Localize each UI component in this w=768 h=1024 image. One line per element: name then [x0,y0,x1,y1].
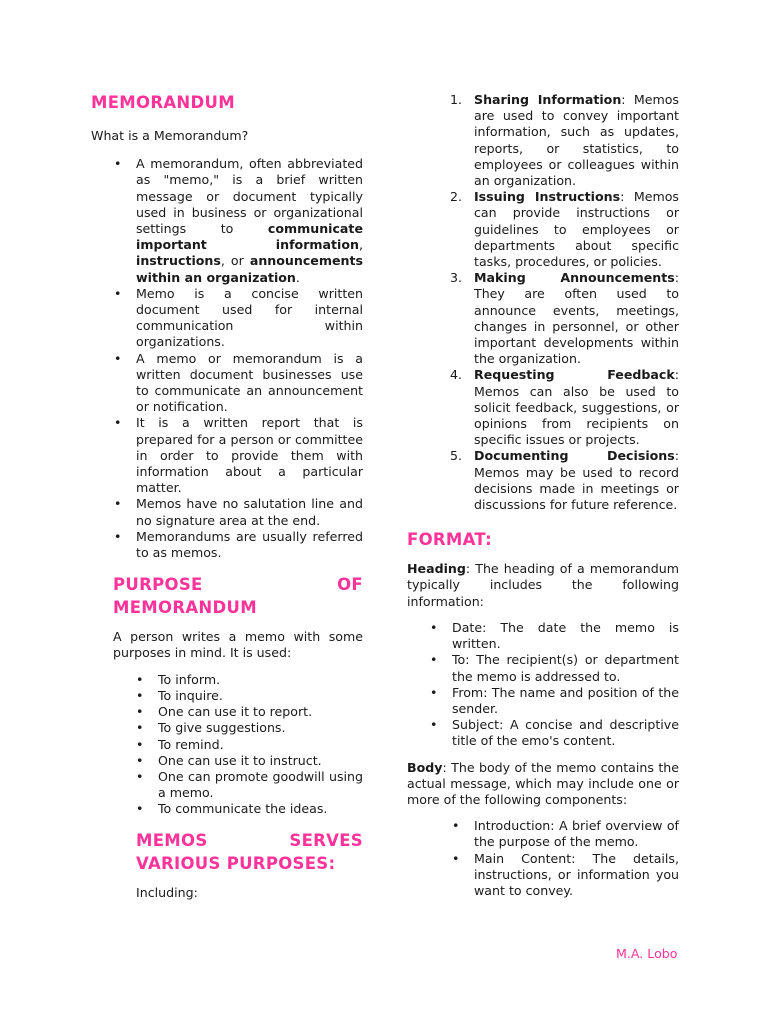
body-items-list [474,818,679,899]
list-item: • One can use it to report. [158,704,363,720]
serves-section [136,829,363,901]
including-text: Including: [136,884,198,900]
list-item: • To inform. [158,672,363,688]
right-column [407,92,679,899]
list-item: • Main Content: The details, instructions, or information you want to convey. [474,851,679,900]
list-item: • To communicate the ideas. [158,801,363,817]
heading-items-list [452,620,679,750]
list-item: • From: The name and position of the sender. [452,685,679,717]
author-footer: M.A. Lobo [616,946,678,961]
purpose-section [113,573,363,817]
list-item: • One can use it to instruct. [158,753,363,769]
heading-paragraph: Heading: The heading of a memorandum typically includes the following information: [407,561,679,609]
purpose-list [158,672,363,818]
list-item: 1. Sharing Information: Memos are used to convey important information, such as updates, reports, or statistics, to employees or colleagues within an organization. [450,92,679,189]
list-item: • Date: The date the memo is written. [452,620,679,652]
left-column [91,92,363,901]
body-paragraph: Body: The body of the memo contains the actual message, which may include one or more of the following components: [407,759,679,807]
list-item: • One can promote goodwill using a memo. [158,769,363,801]
section-heading-serves: MEMOS SERVES VARIOUS PURPOSES: [136,830,363,873]
page-title: MEMORANDUM [91,93,235,112]
section-heading-format: FORMAT: [407,530,492,550]
list-item: • Memos have no salutation line and no signature area at the end. [136,496,363,528]
numbered-purpose-list [450,92,679,513]
list-item: • Subject: A concise and descriptive title of the emo's content. [452,717,679,749]
list-item: • To give suggestions. [158,720,363,736]
definition-list [136,156,363,561]
list-item: • To remind. [158,737,363,753]
list-item: • A memo or memorandum is a written document businesses use to communicate an announcement or notification. [136,351,363,416]
section-heading-purpose: PURPOSE OF MEMORANDUM [113,575,363,618]
list-item: 2. Issuing Instructions: Memos can provide instructions or guidelines to employees or departments about specific tasks, procedures, or policies. [450,189,679,270]
list-item: • A memorandum, often abbreviated as "memo," is a brief written message or document typically used in business or organizational settings to communicate important information, instructions, or announcements within an organization. [136,156,363,286]
list-item: • Memo is a concise written document used for internal communication within organizations. [136,286,363,351]
list-item: • To: The recipient(s) or department the memo is addressed to. [452,652,679,684]
list-item: • Introduction: A brief overview of the purpose of the memo. [474,818,679,850]
question-text: What is a Memorandum? [91,128,249,143]
list-item: • It is a written report that is prepared for a person or committee in order to provide them with information about a particular matter. [136,415,363,496]
list-item: 5. Documenting Decisions: Memos may be used to record decisions made in meetings or discussions for future reference. [450,448,679,513]
list-item: • Memorandums are usually referred to as memos. [136,529,363,561]
list-item: • To inquire. [158,688,363,704]
list-item: 3. Making Announcements: They are often used to announce events, meetings, changes in personnel, or other important developments within the organization. [450,270,679,367]
purpose-intro: A person writes a memo with some purposes in mind. It is used: [113,629,363,661]
list-item: 4. Requesting Feedback: Memos can also be used to solicit feedback, suggestions, or opinions from recipients on specific issues or projects. [450,367,679,448]
